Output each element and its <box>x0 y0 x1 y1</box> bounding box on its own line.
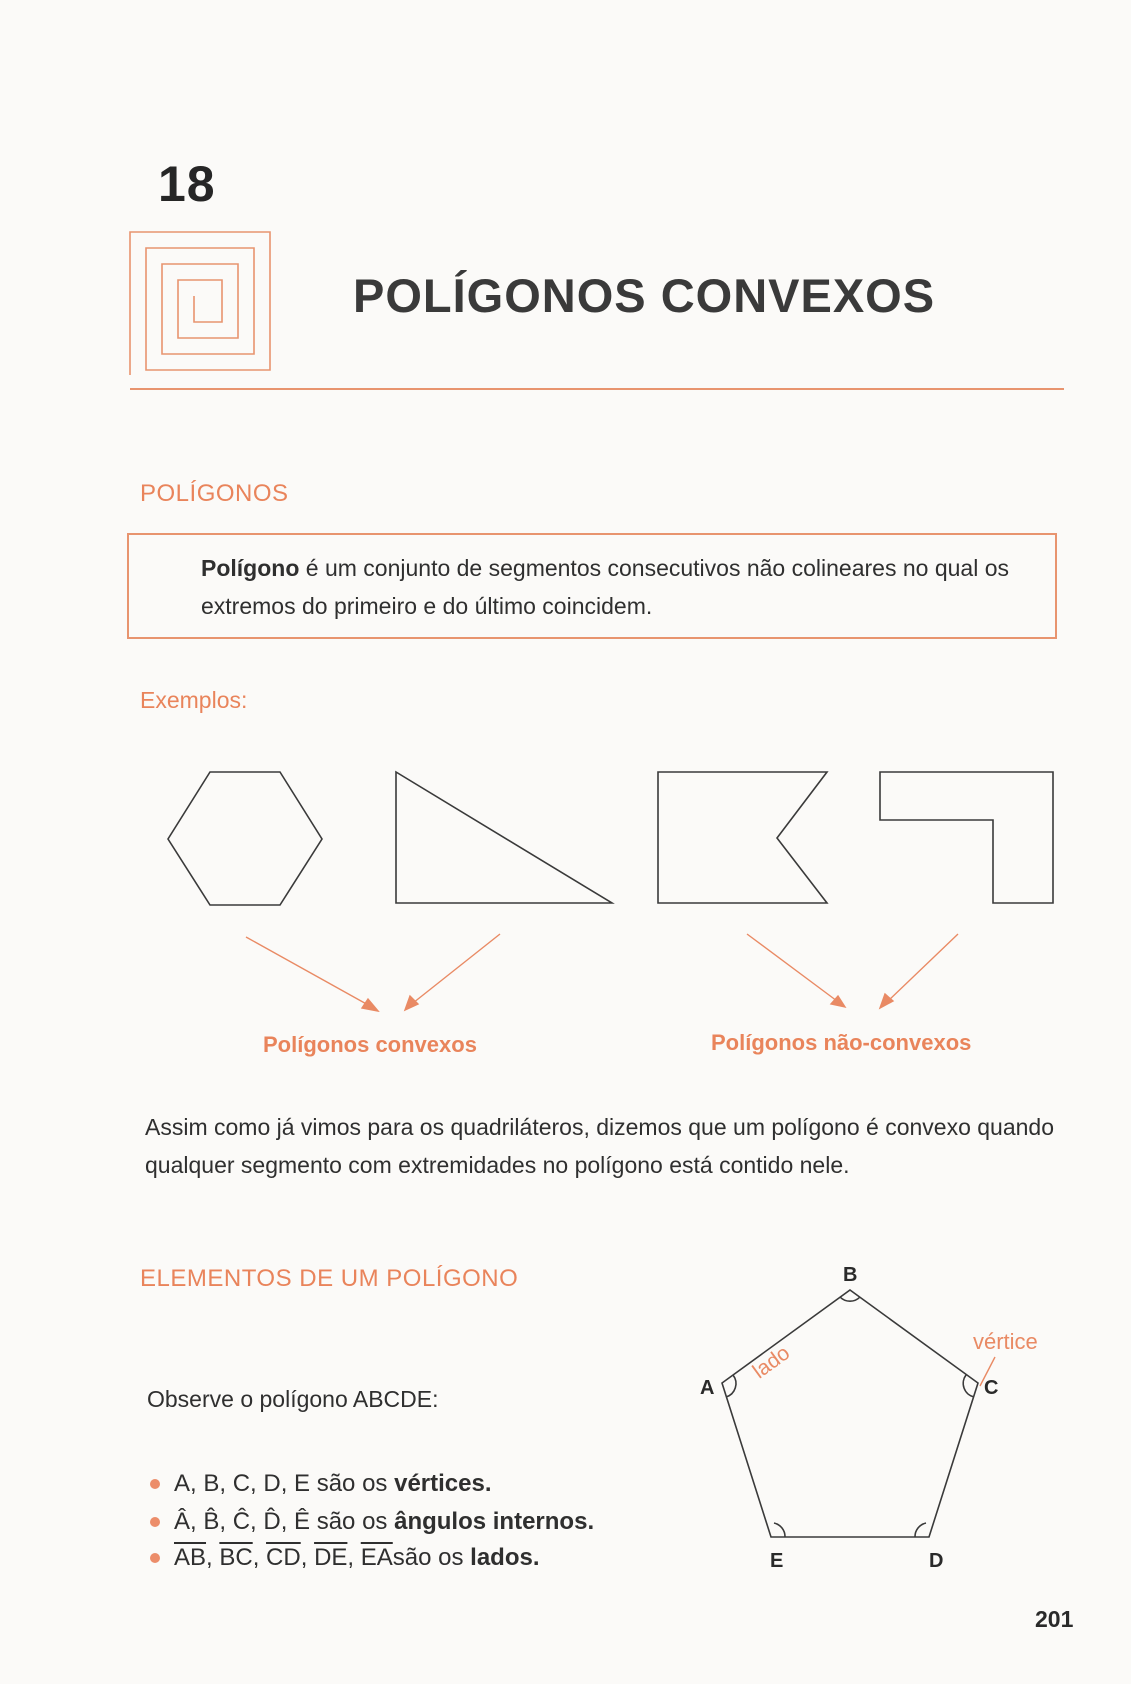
definition-term: Polígono <box>201 555 300 581</box>
bullet-angles-term: ângulos internos. <box>394 1508 595 1535</box>
pentagon-shape <box>722 1290 978 1537</box>
nonconvex-polygons-label: Polígonos não-convexos <box>711 1030 972 1055</box>
vertex-label-e: E <box>770 1550 784 1572</box>
examples-label: Exemplos: <box>140 687 248 713</box>
bullet-sides-term: lados. <box>470 1544 540 1571</box>
segment-bc: $\overline{BC}$ <box>219 1544 253 1571</box>
angle-arc-e <box>774 1523 785 1537</box>
section-heading-elements: ELEMENTOS DE UM POLÍGONO <box>140 1265 519 1292</box>
segment-cd: $\overline{CD}$ <box>266 1544 301 1571</box>
vertex-label-c: C <box>984 1377 999 1399</box>
chapter-number: 18 <box>158 156 216 212</box>
vertex-annotation-label: vértice <box>973 1329 1038 1354</box>
bullet-vertices-text: A, B, C, D, E são os <box>174 1470 388 1497</box>
angle-arc-b <box>840 1297 860 1301</box>
vertex-label-d: D <box>929 1550 944 1572</box>
bullet-angles-text: Â, B̂, Ĉ, D̂, Ê são os <box>174 1508 388 1535</box>
chapter-title: POLÍGONOS CONVEXOS <box>353 269 936 322</box>
convex-polygons-label: Polígonos convexos <box>263 1032 477 1057</box>
segment-de: $\overline{DE}$ <box>314 1544 348 1571</box>
bullet-sides: $\overline{AB}$ , $\overline{BC}$ , $\overline{CD}$ , $\overline{DE}$ , $\overline{EA}$ são os lados. <box>150 1544 540 1572</box>
page-number: 201 <box>1035 1606 1074 1632</box>
angle-arc-d <box>915 1523 926 1537</box>
definition-text: é um conjunto de segmentos consecutivos não colineares no qual os extremos do primeiro e do último coincidem. <box>201 555 1009 619</box>
convexity-paragraph: Assim como já vimos para os quadriláteros, dizemos que um polígono é convexo quando qualquer segmento com extremidades no polígono está contido nele. <box>145 1114 1054 1178</box>
vertex-label-b: B <box>843 1264 858 1286</box>
observe-text: Observe o polígono ABCDE: <box>147 1386 439 1412</box>
bullet-vertices-term: vértices. <box>394 1470 492 1497</box>
vertex-label-a: A <box>700 1377 715 1399</box>
section-heading-polygons: POLÍGONOS <box>140 480 289 507</box>
side-label: lado <box>748 1341 795 1384</box>
bullet-sides-text: são os <box>392 1544 464 1571</box>
segment-ea: $\overline{EA}$ <box>360 1544 393 1571</box>
segment-ab: $\overline{AB}$ <box>174 1544 207 1571</box>
